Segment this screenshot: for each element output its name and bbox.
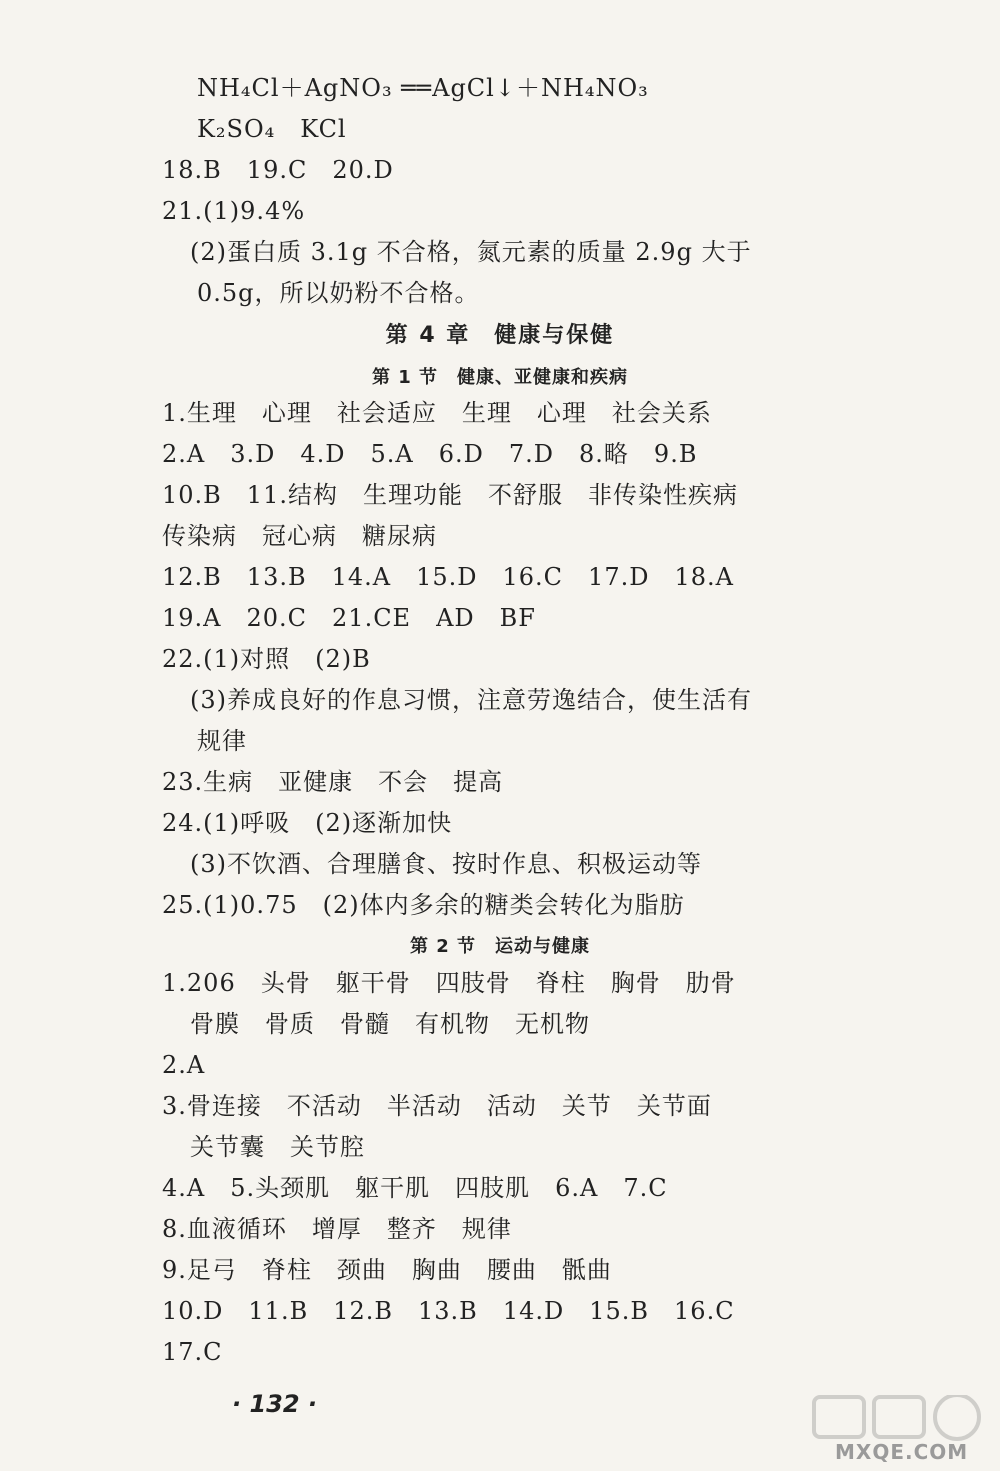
answer-line: 传染病 冠心病 糖尿病 bbox=[162, 522, 437, 550]
answer-line: 23.生病 亚健康 不会 提高 bbox=[162, 768, 504, 796]
answer-line: 24.(1)呼吸 (2)逐渐加快 bbox=[162, 809, 453, 837]
answer-line: K₂SO₄ KCl bbox=[197, 115, 347, 143]
answer-line: (3)不饮酒、合理膳食、按时作息、积极运动等 bbox=[190, 850, 702, 878]
answer-line: (3)养成良好的作息习惯，注意劳逸结合，使生活有 bbox=[190, 686, 752, 714]
answer-line: 9.足弓 脊柱 颈曲 胸曲 腰曲 骶曲 bbox=[162, 1256, 612, 1284]
watermark-text: MXQE.COM bbox=[835, 1440, 969, 1464]
section-2-title: 第 2 节 运动与健康 bbox=[409, 936, 591, 957]
answer-line: (2)蛋白质 3.1g 不合格，氮元素的质量 2.9g 大于 bbox=[190, 238, 752, 266]
answer-line: 12.B 13.B 14.A 15.D 16.C 17.D 18.A bbox=[162, 563, 734, 591]
answer-line: 规律 bbox=[197, 727, 247, 755]
answer-line: 1.生理 心理 社会适应 生理 心理 社会关系 bbox=[162, 399, 712, 427]
answer-line: 17.C bbox=[162, 1338, 223, 1366]
answer-line: 8.血液循环 增厚 整齐 规律 bbox=[162, 1215, 512, 1243]
section-1-title: 第 1 节 健康、亚健康和疾病 bbox=[371, 367, 629, 388]
answer-line: 25.(1)0.75 (2)体内多余的糖类会转化为脂肪 bbox=[162, 891, 685, 919]
answer-line: NH₄Cl＋AgNO₃ ══AgCl↓＋NH₄NO₃ bbox=[197, 74, 649, 102]
answer-line: 21.(1)9.4% bbox=[162, 197, 306, 225]
answer-line: 2.A bbox=[162, 1051, 206, 1079]
answer-line: 3.骨连接 不活动 半活动 活动 关节 关节面 bbox=[162, 1092, 712, 1120]
answer-line: 2.A 3.D 4.D 5.A 6.D 7.D 8.略 9.B bbox=[162, 440, 698, 468]
answer-line: 10.D 11.B 12.B 13.B 14.D 15.B 16.C bbox=[162, 1297, 735, 1325]
answer-line: 19.A 20.C 21.CE AD BF bbox=[162, 604, 536, 632]
chapter-title: 第 4 章 健康与保健 bbox=[385, 323, 615, 348]
answer-line: 关节囊 关节腔 bbox=[190, 1133, 365, 1161]
answer-line: 4.A 5.头颈肌 躯干肌 四肢肌 6.A 7.C bbox=[162, 1174, 668, 1202]
answer-line: 18.B 19.C 20.D bbox=[162, 156, 394, 184]
answer-line: 1.206 头骨 躯干骨 四肢骨 脊柱 胸骨 肋骨 bbox=[162, 969, 736, 997]
answer-line: 骨膜 骨质 骨髓 有机物 无机物 bbox=[190, 1010, 590, 1038]
answer-line: 10.B 11.结构 生理功能 不舒服 非传染性疾病 bbox=[162, 481, 738, 509]
page-number: · 132 · bbox=[232, 1390, 318, 1418]
answer-line: 0.5g，所以奶粉不合格。 bbox=[197, 279, 480, 307]
answer-line: 22.(1)对照 (2)B bbox=[162, 645, 371, 673]
